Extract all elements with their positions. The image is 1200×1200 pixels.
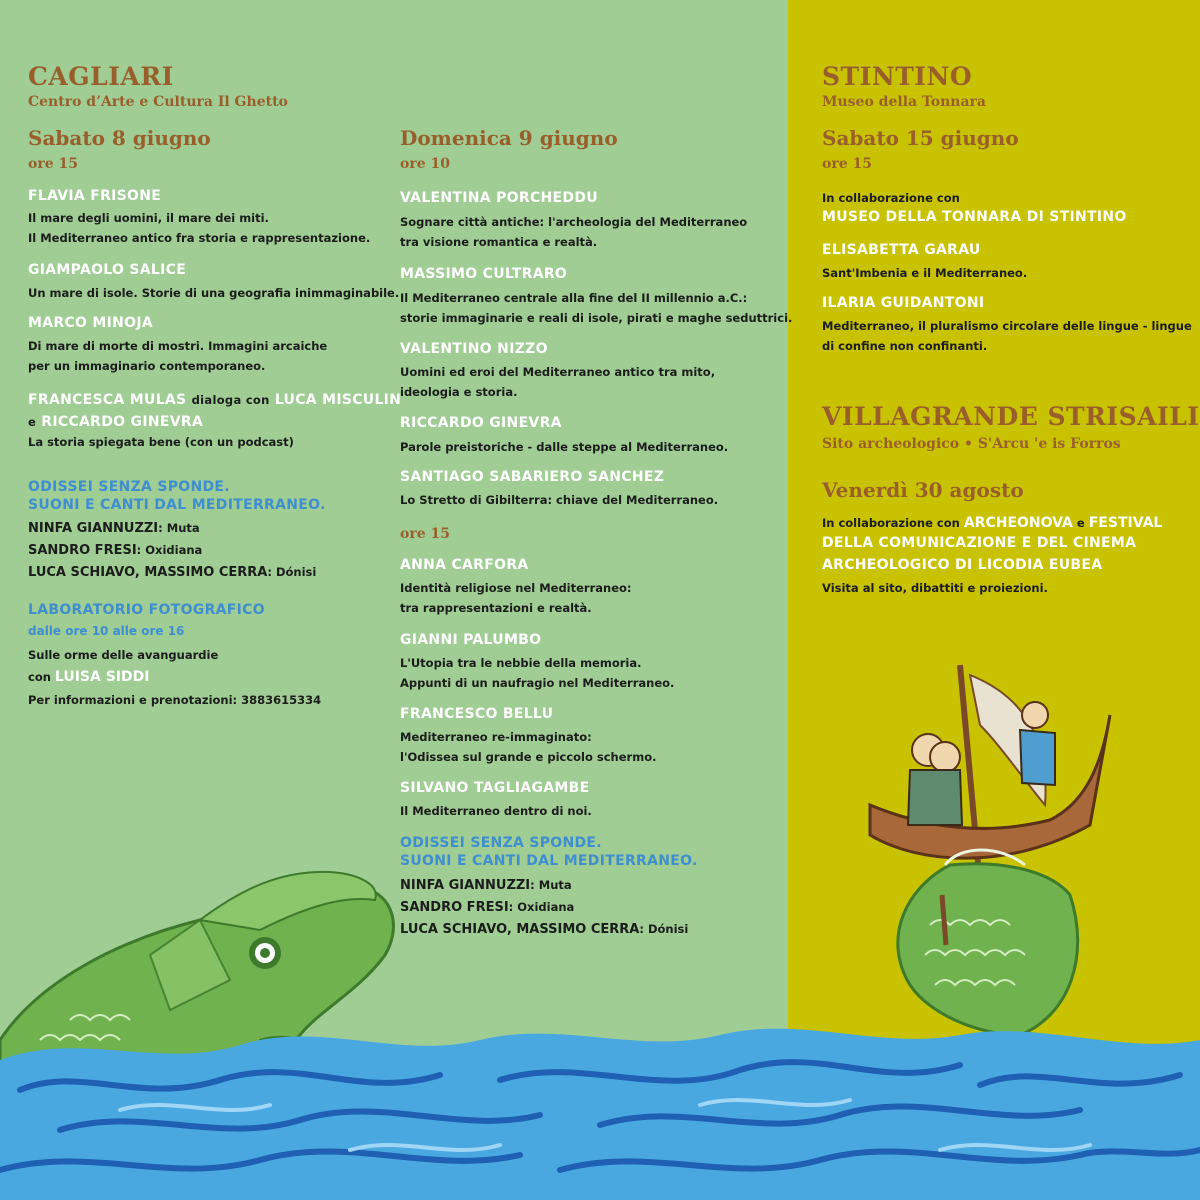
speaker-name: LUCA MISCULIN <box>274 392 402 408</box>
speaker-name: RICCARDO GINEVRA <box>400 415 562 431</box>
venue: Sito archeologico • S'Arcu 'e is Forros <box>822 436 1121 452</box>
city-title: VILLAGRANDE STRISAILI <box>822 402 1200 431</box>
event-date: Sabato 8 giugno <box>28 126 211 150</box>
lab-time: dalle ore 10 alle ore 16 <box>28 624 185 638</box>
lab-host: con LUISA SIDDI <box>28 669 150 685</box>
speaker-name: GIANNI PALUMBO <box>400 632 542 648</box>
talk-title: Parole preistoriche - dalle steppe al Mediterraneo. <box>400 440 729 454</box>
city-title: CAGLIARI <box>28 62 174 91</box>
speaker-name: SANTIAGO SABARIERO SANCHEZ <box>400 469 665 485</box>
talk-title: Sognare città antiche: l'archeologia del Mediterraneo tra visione romantica e realtà. <box>400 215 748 249</box>
talk-title: Il Mediterraneo dentro di noi. <box>400 804 592 818</box>
speaker-name: FRANCESCA MULAS <box>28 392 187 408</box>
talk-title: Il Mediterraneo centrale alla fine del II millennio a.C.: storie immaginarie e reali di isole, pirati e maghe seduttrici. <box>400 291 793 325</box>
speaker-name: MASSIMO CULTRARO <box>400 266 568 282</box>
talk-title: Il mare degli uomini, il mare dei miti. Il Mediterraneo antico fra storia e rappresentazione. <box>28 211 371 245</box>
talk-title: Di mare di morte di mostri. Immagini arcaiche per un immaginario contemporaneo. <box>28 339 328 373</box>
speaker-name: GIAMPAOLO SALICE <box>28 262 187 278</box>
speaker-name: LUISA SIDDI <box>54 669 150 685</box>
concert-title: ODISSEI SENZA SPONDE. SUONI E CANTI DAL MEDITERRANEO. <box>400 835 698 869</box>
performer: NINFA GIANNUZZI: Muta <box>28 521 200 536</box>
talk-title: Uomini ed eroi del Mediterraneo antico tra mito, ideologia e storia. <box>400 365 716 399</box>
event-date: Venerdì 30 agosto <box>822 478 1024 502</box>
talk-title: La storia spiegata bene (con un podcast) <box>28 435 294 449</box>
speaker-name: SILVANO TAGLIAGAMBE <box>400 780 590 796</box>
talk-title: Visita al sito, dibattiti e proiezioni. <box>822 581 1048 595</box>
concert-title: ODISSEI SENZA SPONDE. SUONI E CANTI DAL MEDITERRANEO. <box>28 479 326 513</box>
event-date: Domenica 9 giugno <box>400 126 618 150</box>
speaker-name: VALENTINA PORCHEDDU <box>400 190 598 206</box>
sea-waves <box>0 1010 1200 1200</box>
speaker-name: ELISABETTA GARAU <box>822 242 981 258</box>
speaker-name: FLAVIA FRISONE <box>28 188 162 204</box>
event-date: Sabato 15 giugno <box>822 126 1019 150</box>
talk-title: Lo Stretto di Gibilterra: chiave del Mediterraneo. <box>400 493 719 507</box>
talk-title: Sant'Imbenia e il Mediterraneo. <box>822 266 1028 280</box>
speaker-name: ILARIA GUIDANTONI <box>822 295 985 311</box>
collab-partner: MUSEO DELLA TONNARA DI STINTINO <box>822 209 1127 225</box>
performer: LUCA SCHIAVO, MASSIMO CERRA: Dónisi <box>28 565 317 580</box>
lab-desc: Sulle orme delle avanguardie <box>28 648 219 662</box>
boat-illustration <box>850 655 1150 1055</box>
speaker-name: FRANCESCO BELLU <box>400 706 554 722</box>
city-title: STINTINO <box>822 62 973 91</box>
talk-title: Un mare di isole. Storie di una geografia inimmaginabile. <box>28 286 400 300</box>
collab-partner: ARCHEOLOGICO DI LICODIA EUBEA <box>822 557 1103 573</box>
speaker-line <box>28 412 203 432</box>
talk-title: Mediterraneo re-immaginato: l'Odissea sul grande e piccolo schermo. <box>400 730 657 764</box>
performer: SANDRO FRESI: Oxidiana <box>400 900 575 915</box>
talk-title: Identità religiose nel Mediterraneo: tra rappresentazioni e realtà. <box>400 581 632 615</box>
collab-line: In collaborazione con ARCHEONOVA e FESTIVAL <box>822 515 1163 531</box>
and-label: e <box>28 415 37 429</box>
performer: SANDRO FRESI: Oxidiana <box>28 543 203 558</box>
event-time: ore 15 <box>822 156 872 172</box>
event-time: ore 15 <box>400 526 450 542</box>
event-time: ore 10 <box>400 156 450 172</box>
speaker-name: ANNA CARFORA <box>400 557 529 573</box>
collab-partner: DELLA COMUNICAZIONE E DEL CINEMA <box>822 535 1137 551</box>
collab-label: In collaborazione con <box>822 191 960 205</box>
talk-title: Mediterraneo, il pluralismo circolare delle lingue - lingue di confine non confinanti. <box>822 319 1192 353</box>
lab-title: LABORATORIO FOTOGRAFICO <box>28 602 265 618</box>
collab-partner: FESTIVAL <box>1088 515 1163 531</box>
performer: LUCA SCHIAVO, MASSIMO CERRA: Dónisi <box>400 922 689 937</box>
performer: NINFA GIANNUZZI: Muta <box>400 878 572 893</box>
event-time: ore 15 <box>28 156 78 172</box>
speaker-line <box>28 390 401 410</box>
venue: Centro d’Arte e Cultura Il Ghetto <box>28 94 288 110</box>
talk-title: L'Utopia tra le nebbie della memoria. Appunti di un naufragio nel Mediterraneo. <box>400 656 675 690</box>
collab-partner: ARCHEONOVA <box>963 515 1073 531</box>
dialoga-label: dialoga con <box>191 393 270 407</box>
venue: Museo della Tonnara <box>822 94 986 110</box>
lab-info: Per informazioni e prenotazioni: 3883615334 <box>28 693 322 707</box>
speaker-name: VALENTINO NIZZO <box>400 341 548 357</box>
speaker-name: MARCO MINOJA <box>28 315 153 331</box>
speaker-name: RICCARDO GINEVRA <box>41 414 204 430</box>
